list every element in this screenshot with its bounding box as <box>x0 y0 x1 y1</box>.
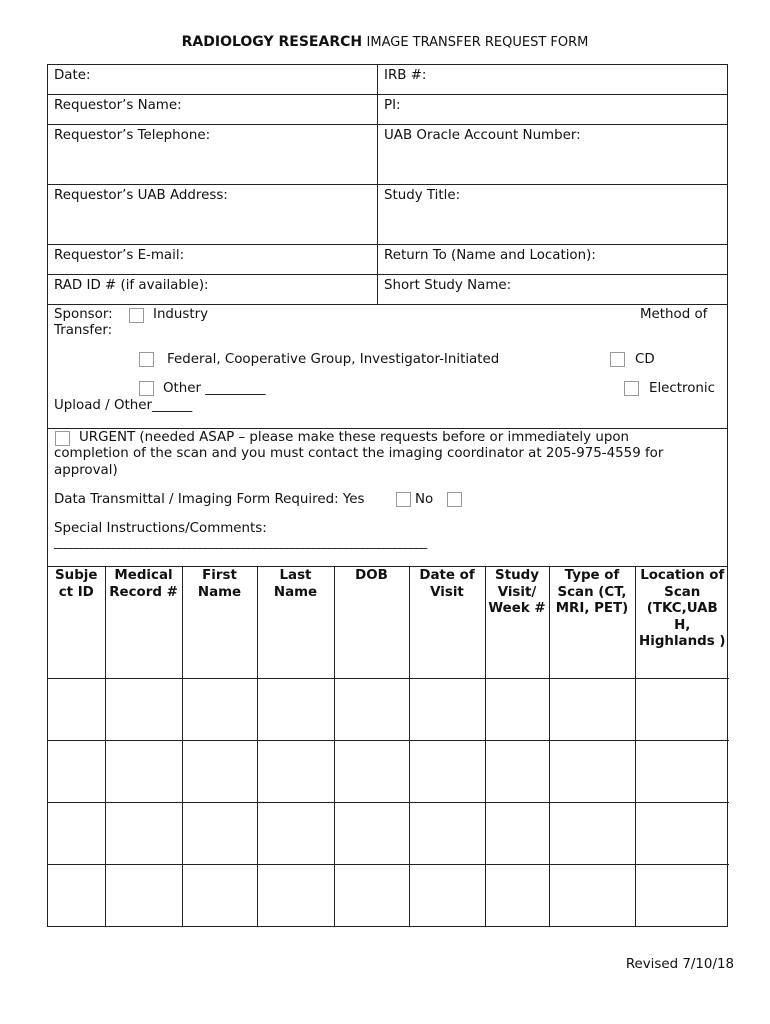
requestor-address-label: Requestor’s UAB Address: <box>54 188 228 203</box>
table-cell[interactable] <box>105 802 182 864</box>
federal-label: Federal, Cooperative Group, Investigator-Initiated <box>167 352 500 367</box>
electronic-label: Electronic <box>649 381 716 396</box>
other-label: Other _________ <box>163 381 266 396</box>
requestor-email-label: Requestor’s E-mail: <box>54 248 185 263</box>
table-cell[interactable] <box>635 740 729 802</box>
row-radid-short <box>48 275 727 305</box>
irb-label: IRB #: <box>384 68 427 83</box>
table-row <box>48 864 729 926</box>
revision-date: Revised 7/10/18 <box>625 957 734 972</box>
table-cell[interactable] <box>549 864 635 926</box>
row-address-study <box>48 185 727 245</box>
table-row <box>48 740 729 802</box>
row-email-return <box>48 245 727 275</box>
table-cell[interactable] <box>549 740 635 802</box>
date-field[interactable] <box>48 65 378 94</box>
table-row <box>48 678 729 740</box>
table-cell[interactable] <box>48 802 105 864</box>
table-body <box>48 678 729 926</box>
table-cell[interactable] <box>334 802 409 864</box>
urgent-line-1: URGENT (needed ASAP – please make these requests before or immediately upon <box>79 430 630 445</box>
table-cell[interactable] <box>257 864 334 926</box>
short-study-field[interactable] <box>378 275 727 304</box>
industry-label: Industry <box>153 307 209 322</box>
table-cell[interactable] <box>334 678 409 740</box>
date-label: Date: <box>54 68 91 83</box>
transmittal-no-checkbox[interactable] <box>447 492 462 507</box>
header-last-name: Last Name <box>257 567 334 678</box>
requestor-name-field[interactable] <box>48 95 378 124</box>
table-cell[interactable] <box>635 802 729 864</box>
table-cell[interactable] <box>549 678 635 740</box>
table-cell[interactable] <box>48 864 105 926</box>
table-cell[interactable] <box>485 802 549 864</box>
table-cell[interactable] <box>182 678 257 740</box>
table-cell[interactable] <box>485 678 549 740</box>
table-cell[interactable] <box>485 864 549 926</box>
header-type-of-scan: Type of Scan (CT, MRI, PET) <box>549 567 635 678</box>
header-date-of-visit: Date of Visit <box>409 567 485 678</box>
return-to-field[interactable] <box>378 245 727 274</box>
requestor-phone-field[interactable] <box>48 125 378 184</box>
form-title-rest: IMAGE TRANSFER REQUEST FORM <box>366 35 589 50</box>
request-form <box>47 64 728 927</box>
table-cell[interactable] <box>105 678 182 740</box>
upload-other-label: Upload / Other______ <box>54 398 193 413</box>
irb-field[interactable] <box>378 65 727 94</box>
table-cell[interactable] <box>105 740 182 802</box>
table-cell[interactable] <box>48 678 105 740</box>
urgent-line-2: completion of the scan and you must contact the imaging coordinator at 205-975-4559 for <box>54 446 664 461</box>
header-medical-record: Medical Record # <box>105 567 182 678</box>
urgent-line-3: approval) <box>54 463 118 478</box>
table-cell[interactable] <box>409 864 485 926</box>
transmittal-yes-checkbox[interactable] <box>396 492 411 507</box>
header-subject-id: Subje ct ID <box>48 567 105 678</box>
method-of-label: Method of <box>640 307 708 322</box>
transmittal-no-label: No <box>415 492 434 507</box>
other-checkbox[interactable] <box>139 381 154 396</box>
urgent-section <box>48 429 727 567</box>
table-cell[interactable] <box>334 864 409 926</box>
oracle-field[interactable] <box>378 125 727 184</box>
pi-label: PI: <box>384 98 401 113</box>
industry-checkbox[interactable] <box>129 308 144 323</box>
table-cell[interactable] <box>48 740 105 802</box>
special-instructions-line[interactable]: _____________________________________________________________________ <box>54 535 427 549</box>
urgent-checkbox[interactable] <box>55 431 70 446</box>
sponsor-label: Sponsor: <box>54 307 113 322</box>
row-date-irb <box>48 65 727 95</box>
form-title <box>0 34 770 50</box>
header-study-visit: Study Visit/ Week # <box>485 567 549 678</box>
federal-checkbox[interactable] <box>139 352 154 367</box>
study-title-field[interactable] <box>378 185 727 244</box>
table-cell[interactable] <box>635 864 729 926</box>
row-name-pi <box>48 95 727 125</box>
transfer-label: Transfer: <box>54 323 113 338</box>
table-cell[interactable] <box>257 802 334 864</box>
table-cell[interactable] <box>105 864 182 926</box>
requestor-email-field[interactable] <box>48 245 378 274</box>
sponsor-section <box>48 305 727 429</box>
subject-table <box>48 567 729 926</box>
transmittal-label: Data Transmittal / Imaging Form Required: Yes <box>54 492 365 507</box>
form-title-bold: RADIOLOGY RESEARCH <box>181 34 363 50</box>
table-cell[interactable] <box>409 740 485 802</box>
table-cell[interactable] <box>182 802 257 864</box>
table-cell[interactable] <box>485 740 549 802</box>
return-to-label: Return To (Name and Location): <box>384 248 596 263</box>
table-cell[interactable] <box>257 678 334 740</box>
table-cell[interactable] <box>182 864 257 926</box>
table-cell[interactable] <box>549 802 635 864</box>
requestor-address-field[interactable] <box>48 185 378 244</box>
cd-label: CD <box>635 352 655 367</box>
table-header-row <box>48 567 729 678</box>
electronic-checkbox[interactable] <box>624 381 639 396</box>
cd-checkbox[interactable] <box>610 352 625 367</box>
study-title-label: Study Title: <box>384 188 461 203</box>
header-dob: DOB <box>334 567 409 678</box>
special-instructions-label: Special Instructions/Comments: <box>54 521 267 536</box>
header-first-name: First Name <box>182 567 257 678</box>
rad-id-field[interactable] <box>48 275 378 304</box>
requestor-phone-label: Requestor’s Telephone: <box>54 128 211 143</box>
row-phone-oracle <box>48 125 727 185</box>
table-cell[interactable] <box>257 740 334 802</box>
requestor-name-label: Requestor’s Name: <box>54 98 182 113</box>
table-cell[interactable] <box>409 678 485 740</box>
pi-field[interactable] <box>378 95 727 124</box>
table-row <box>48 802 729 864</box>
oracle-label: UAB Oracle Account Number: <box>384 128 581 143</box>
short-study-label: Short Study Name: <box>384 278 512 293</box>
table-cell[interactable] <box>182 740 257 802</box>
table-cell[interactable] <box>409 802 485 864</box>
header-location-of-scan: Location of Scan (TKC,UAB H, Highlands ) <box>635 567 729 678</box>
rad-id-label: RAD ID # (if available): <box>54 278 209 293</box>
table-cell[interactable] <box>635 678 729 740</box>
table-cell[interactable] <box>334 740 409 802</box>
